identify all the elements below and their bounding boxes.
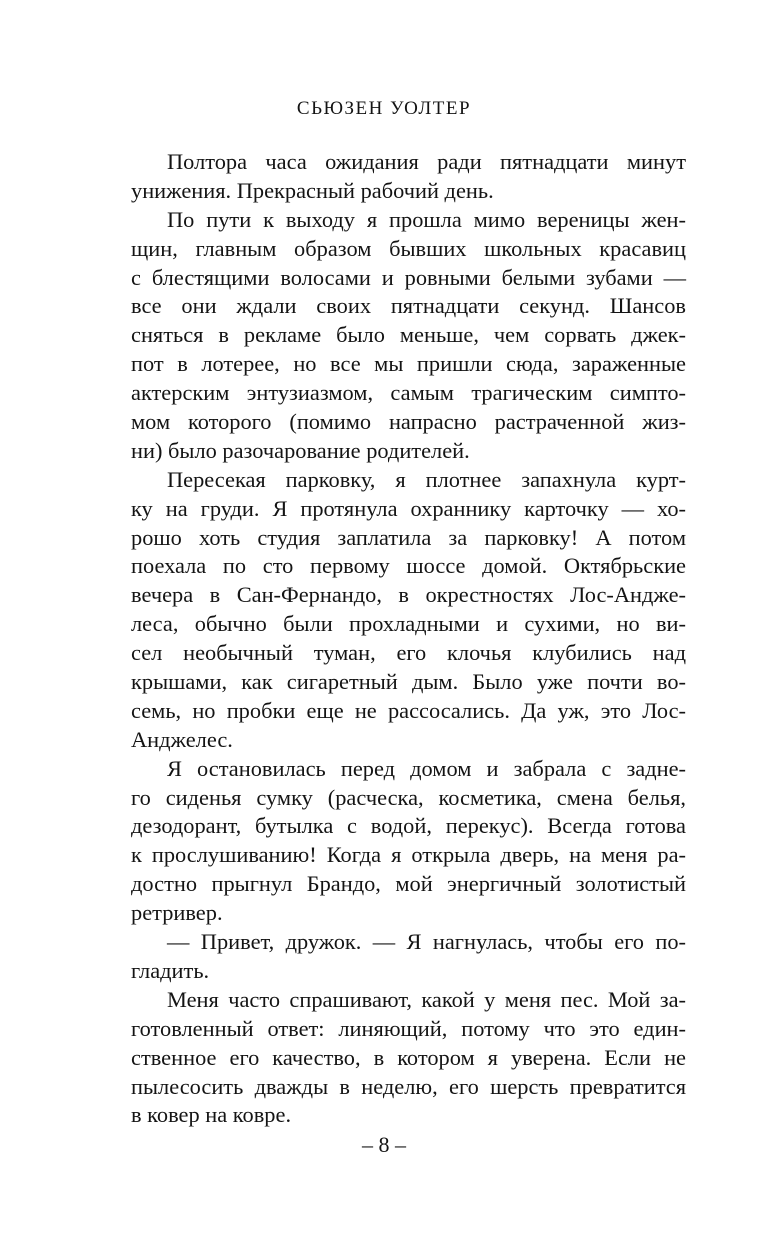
paragraph-3-line-9: семь, но пробки еще не рассосались. Да уж, это Лос- <box>131 697 686 723</box>
paragraph-1-line-2: унижения. Прекрасный рабочий день. <box>131 177 494 203</box>
paragraph-2-line-4: все они ждали своих пятнадцати секунд. Шансов <box>131 293 686 319</box>
paragraph-2-line-1: По пути к выходу я прошла мимо вереницы жен- <box>167 206 686 232</box>
paragraph-5-line-2: гладить. <box>131 957 210 983</box>
running-header-author: СЬЮЗЕН УОЛТЕР <box>296 98 472 119</box>
paragraph-4-line-4: к прослушиванию! Когда я открыла дверь, на меня ра- <box>131 842 686 868</box>
paragraph-4-line-1: Я остановилась перед домом и забрала с задне- <box>167 755 686 781</box>
paragraph-4-line-2: го сиденья сумку (расческа, косметика, смена белья, <box>131 784 686 810</box>
paragraph-3-line-2: ку на груди. Я протянула охраннику карточку — хо- <box>131 495 686 521</box>
paragraph-3-line-10: Анджелес. <box>131 726 233 752</box>
paragraph-4-line-3: дезодорант, бутылка с водой, перекус). Всегда готова <box>131 813 686 839</box>
paragraph-3-line-1: Пересекая парковку, я плотнее запахнула курт- <box>167 466 686 492</box>
paragraph-2-line-6: пот в лотерее, но все мы пришли сюда, зараженные <box>131 351 686 377</box>
paragraph-6-line-4: пылесосить дважды в неделю, его шерсть превратится <box>131 1073 686 1099</box>
paragraph-4-line-5: достно прыгнул Брандо, мой энергичный золотистый <box>131 871 686 897</box>
paragraph-2-line-5: сняться в рекламе было меньше, чем сорвать джек- <box>131 322 686 348</box>
body-text <box>131 148 686 1130</box>
paragraph-2-line-7: актерским энтузиазмом, самым трагическим симпто- <box>131 380 686 406</box>
paragraph-4-line-6: ретривер. <box>131 900 223 926</box>
paragraph-6-line-1: Меня часто спрашивают, какой у меня пес. Мой за- <box>167 986 686 1012</box>
paragraph-3-line-5: вечера в Сан-Фернандо, в окрестностях Лос-Андже- <box>131 582 686 608</box>
paragraph-2-line-2: щин, главным образом бывших школьных красавиц <box>131 235 686 261</box>
paragraph-1-line-1: Полтора часа ожидания ради пятнадцати минут <box>167 149 686 174</box>
paragraph-3-line-7: сел необычный туман, его клочья клубились над <box>131 640 686 666</box>
paragraph-3-line-8: крышами, как сигаретный дым. Было уже почти во- <box>131 669 686 695</box>
paragraph-2-line-3: с блестящими волосами и ровными белыми зубами — <box>131 264 686 290</box>
paragraph-2-line-8: мом которого (помимо напрасно растраченной жиз- <box>131 409 686 435</box>
paragraph-6-line-2: готовленный ответ: линяющий, потому что это един- <box>131 1015 686 1041</box>
paragraph-6-line-5: в ковер на ковре. <box>131 1102 292 1128</box>
paragraph-2-line-9: ни) было разочарование родителей. <box>131 437 470 463</box>
page-number: – 8 – <box>362 1132 406 1157</box>
paragraph-3-line-6: леса, обычно были прохладными и сухими, но ви- <box>131 611 686 637</box>
paragraph-6-line-3: ственное его качество, в котором я уверена. Если не <box>131 1044 686 1070</box>
paragraph-3-line-3: рошо хоть студия заплатила за парковку! А потом <box>131 524 686 550</box>
paragraph-5-line-1: — Привет, дружок. — Я нагнулась, чтобы его по- <box>167 929 686 955</box>
paragraph-3-line-4: поехала по сто первому шоссе домой. Октябрьские <box>131 553 686 579</box>
